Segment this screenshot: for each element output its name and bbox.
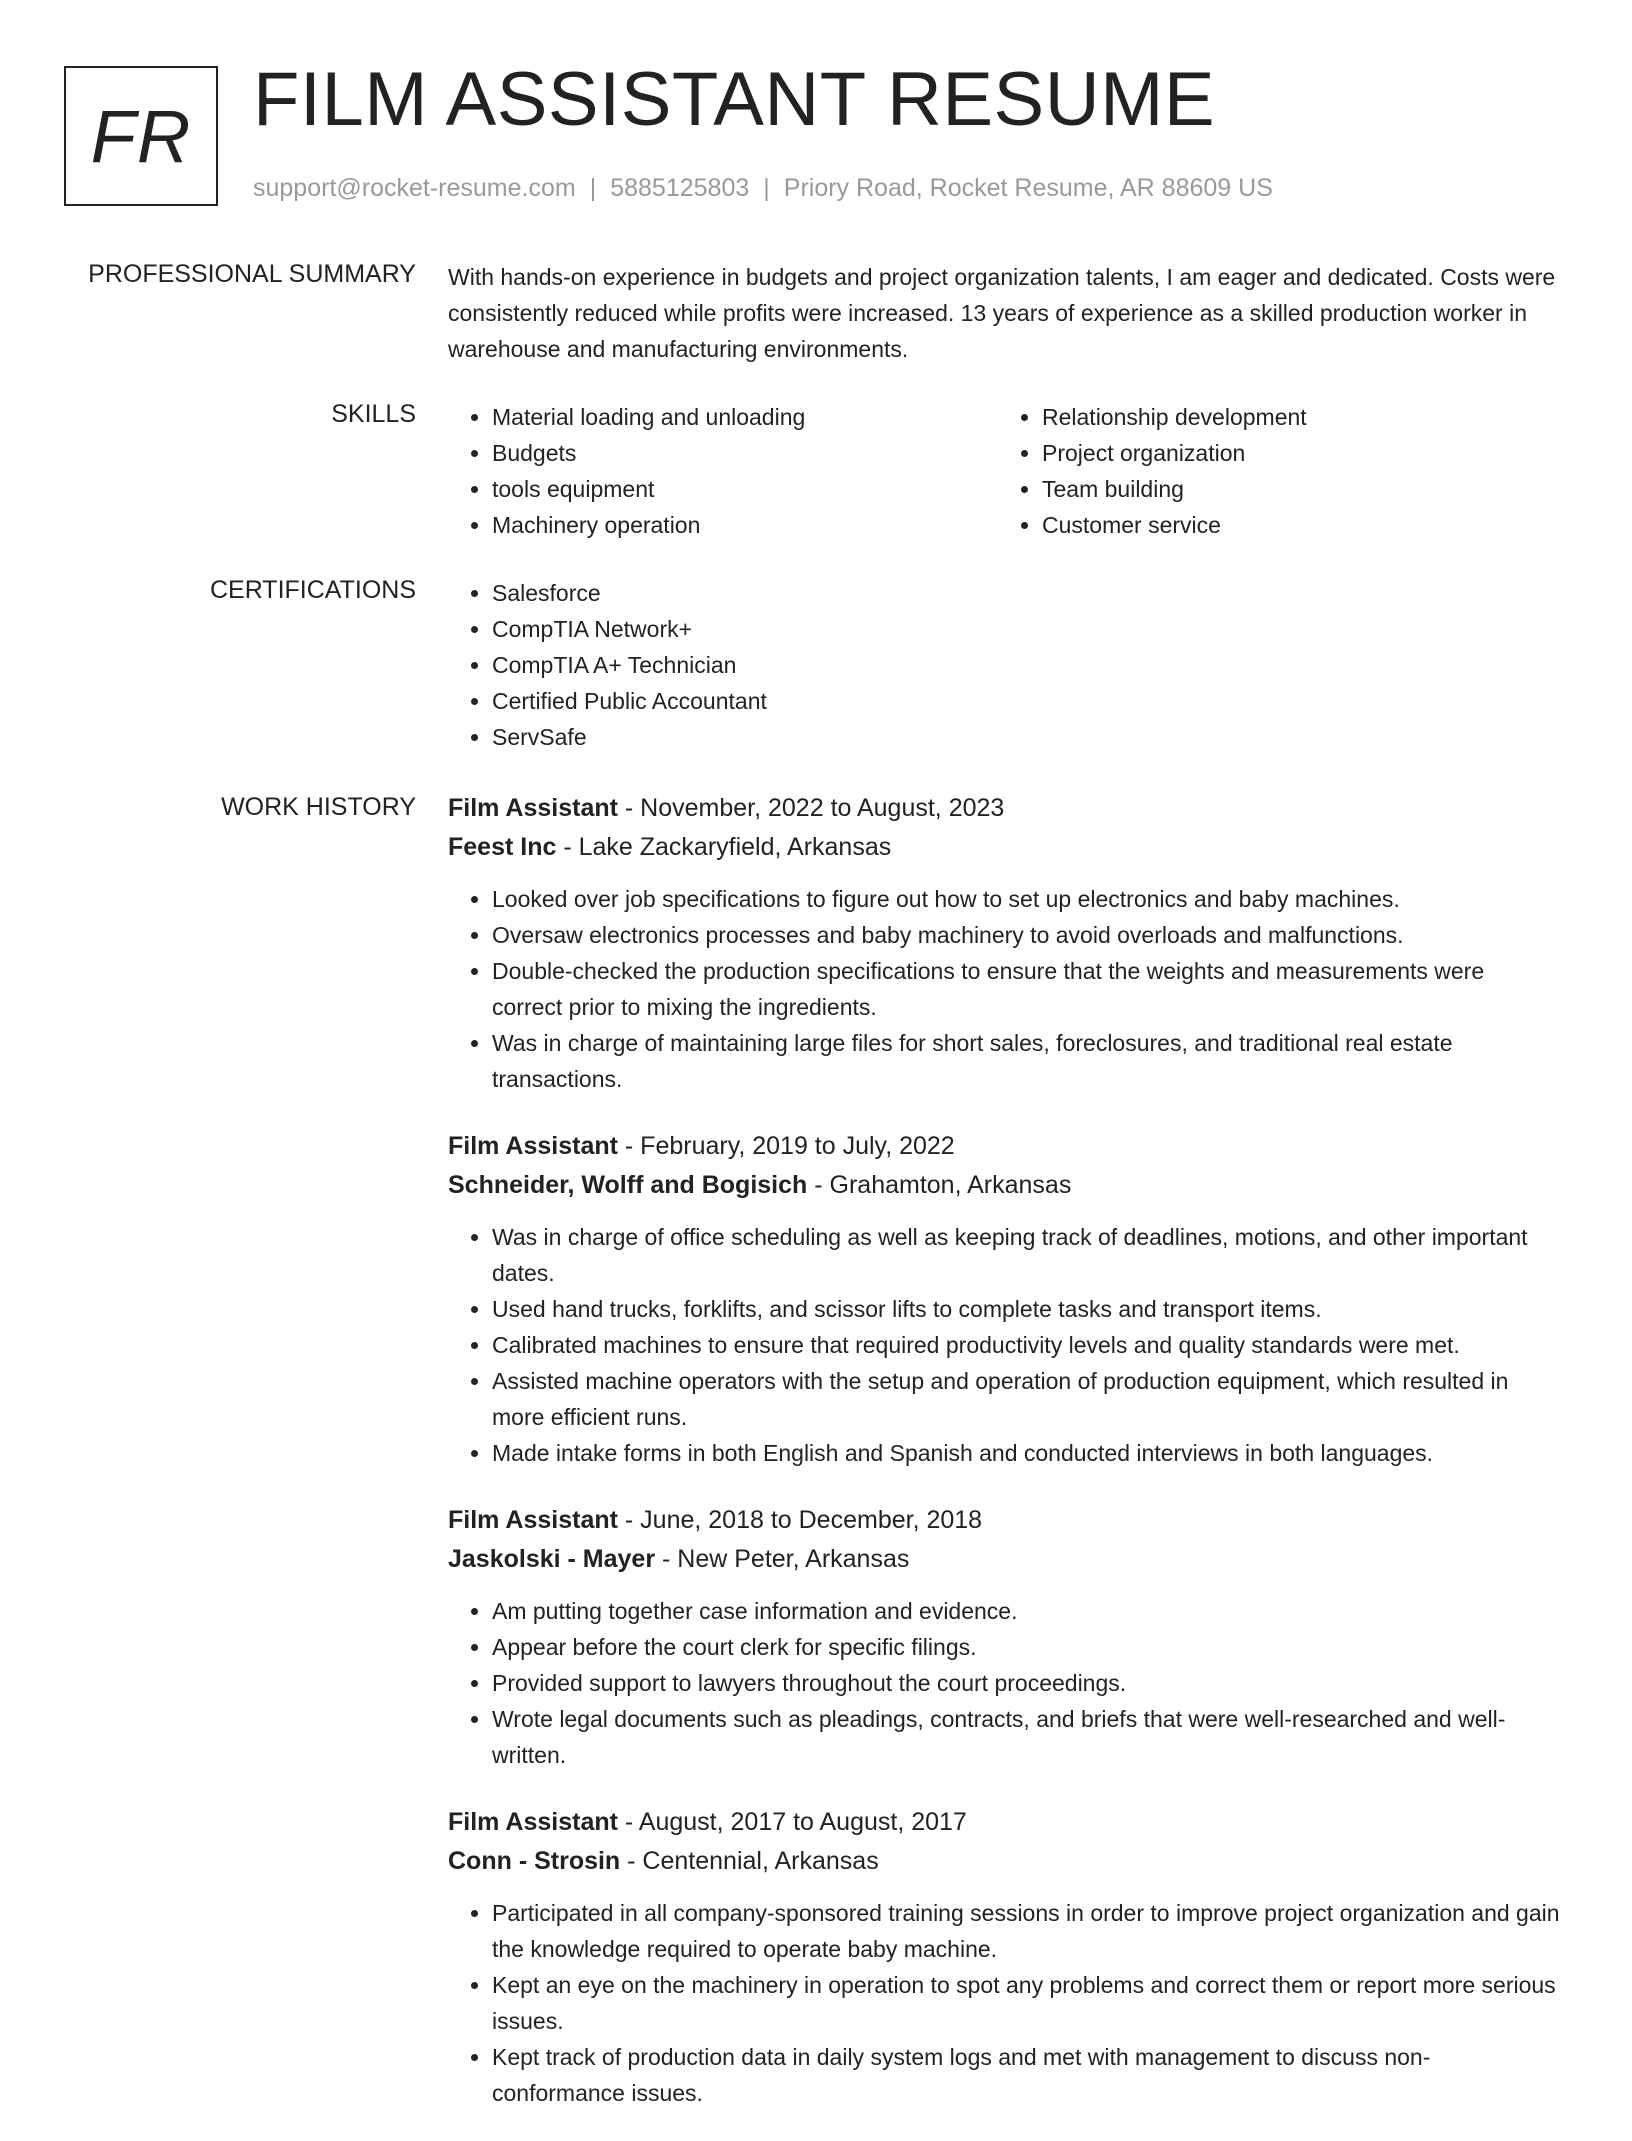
job-entry (448, 1803, 1560, 2111)
job-dates: - November, 2022 to August, 2023 (617, 794, 1005, 822)
job-bullet: • Kept an eye on the machinery in operation to spot any problems and correct them or report more serious issues. (492, 1967, 1560, 2039)
contact-address: Priory Road, Rocket Resume, AR 88609 US (783, 174, 1273, 202)
job-company: Schneider, Wolff and Bogisich (448, 1171, 808, 1199)
certification-item: • CompTIA A+ Technician (492, 647, 1560, 683)
skill-item: • Relationship development (1042, 399, 1548, 435)
job-bullet: • Kept track of production data in daily system logs and met with management to discuss non-conformance issues. (492, 2039, 1560, 2111)
work-history-heading: WORK HISTORY (221, 793, 416, 821)
skills-list (448, 399, 1560, 543)
job-title: Film Assistant (448, 1808, 618, 1836)
job-bullet: • Made intake forms in both English and Spanish and conducted interviews in both languages. (492, 1435, 1560, 1471)
skill-item: • Project organization (1042, 435, 1548, 471)
skill-item: • Customer service (1042, 507, 1548, 543)
job-dates: - February, 2019 to July, 2022 (617, 1132, 955, 1160)
job-company: Feest Inc (448, 833, 557, 861)
job-title: Film Assistant (448, 794, 618, 822)
skill-item: • tools equipment (492, 471, 998, 507)
job-company-line (448, 828, 1560, 867)
summary-heading: PROFESSIONAL SUMMARY (88, 260, 416, 288)
certification-item: • ServSafe (492, 719, 1560, 755)
certification-item: • CompTIA Network+ (492, 611, 1560, 647)
job-title-line (448, 1501, 1560, 1540)
job-bullets (448, 881, 1560, 1097)
work-history (448, 789, 1560, 2141)
job-bullet: • Was in charge of maintaining large files for short sales, foreclosures, and traditional real estate transactions. (492, 1025, 1560, 1097)
job-bullet: • Double-checked the production specifications to ensure that the weights and measurements were correct prior to mixing the ingredients. (492, 953, 1560, 1025)
job-title-line (448, 1127, 1560, 1166)
job-title-line (448, 1803, 1560, 1842)
job-dates: - June, 2018 to December, 2018 (617, 1506, 983, 1534)
certification-item: • Salesforce (492, 575, 1560, 611)
job-entry (448, 789, 1560, 1097)
skills-heading: SKILLS (331, 400, 416, 428)
job-location: - Lake Zackaryfield, Arkansas (556, 833, 892, 861)
skill-item: • Machinery operation (492, 507, 998, 543)
job-location: - Centennial, Arkansas (620, 1847, 879, 1875)
job-bullet: • Wrote legal documents such as pleadings, contracts, and briefs that were well-researched and well-written. (492, 1701, 1560, 1773)
job-bullet: • Looked over job specifications to figure out how to set up electronics and baby machines. (492, 881, 1560, 917)
job-entry (448, 1501, 1560, 1773)
job-bullets (448, 1895, 1560, 2111)
job-bullet: • Am putting together case information and evidence. (492, 1593, 1560, 1629)
job-company: Jaskolski - Mayer (448, 1545, 656, 1573)
skill-item: • Budgets (492, 435, 998, 471)
job-bullet: • Used hand trucks, forklifts, and scissor lifts to complete tasks and transport items. (492, 1291, 1560, 1327)
resume-title: FILM ASSISTANT RESUME (253, 57, 1216, 142)
job-company-line (448, 1540, 1560, 1579)
job-entry (448, 1127, 1560, 1471)
job-bullet: • Participated in all company-sponsored training sessions in order to improve project organization and gain the knowledge required to operate baby machine. (492, 1895, 1560, 1967)
job-bullet: • Assisted machine operators with the setup and operation of production equipment, which resulted in more efficient runs. (492, 1363, 1560, 1435)
job-bullet: • Appear before the court clerk for specific filings. (492, 1629, 1560, 1665)
certifications-heading: CERTIFICATIONS (209, 576, 416, 604)
skills-column-right (998, 399, 1548, 543)
job-bullets (448, 1593, 1560, 1773)
job-dates: - August, 2017 to August, 2017 (617, 1808, 967, 1836)
job-bullet: • Provided support to lawyers throughout the court proceedings. (492, 1665, 1560, 1701)
summary-text: With hands-on experience in budgets and project organization talents, I am eager and dedicated. Costs were consistently reduced while profits were increased. 13 years of experience as a skilled production worker in warehouse and manufacturing environments. (448, 264, 1556, 362)
certification-item: • Certified Public Accountant (492, 683, 1560, 719)
job-company-line (448, 1842, 1560, 1881)
job-title: Film Assistant (448, 1506, 618, 1534)
contact-line (253, 174, 1273, 203)
skill-item: • Material loading and unloading (492, 399, 998, 435)
job-bullet: • Was in charge of office scheduling as well as keeping track of deadlines, motions, and other important dates. (492, 1219, 1560, 1291)
contact-separator: | (763, 174, 770, 202)
job-location: - New Peter, Arkansas (655, 1545, 910, 1573)
job-title: Film Assistant (448, 1132, 618, 1160)
job-title-line (448, 789, 1560, 828)
contact-separator: | (589, 174, 597, 202)
job-company-line (448, 1166, 1560, 1205)
job-location: - Grahamton, Arkansas (807, 1171, 1072, 1199)
certifications-list (448, 575, 1560, 755)
skill-item: • Team building (1042, 471, 1548, 507)
job-bullet: • Calibrated machines to ensure that required productivity levels and quality standards were met. (492, 1327, 1560, 1363)
job-company: Conn - Strosin (448, 1847, 621, 1875)
contact-phone[interactable]: 5885125803 (610, 174, 750, 202)
job-bullets (448, 1219, 1560, 1471)
skills-column-left (448, 399, 998, 543)
contact-email[interactable]: support@rocket-resume.com (253, 174, 576, 202)
monogram-logo: FR (64, 66, 218, 206)
job-bullet: • Oversaw electronics processes and baby machinery to avoid overloads and malfunctions. (492, 917, 1560, 953)
